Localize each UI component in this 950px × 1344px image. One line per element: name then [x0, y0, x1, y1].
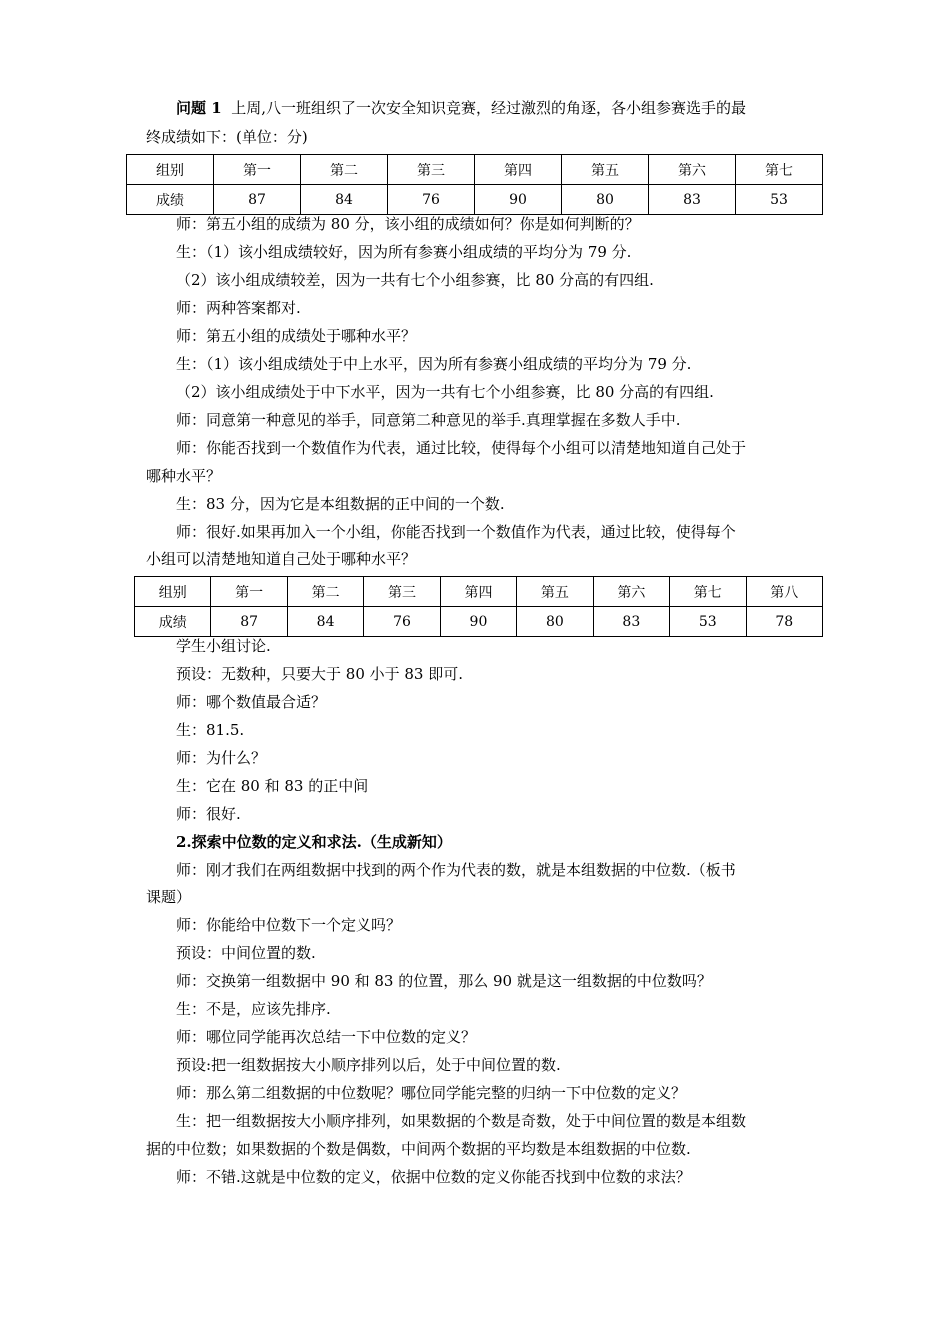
table-cell: 第六: [649, 155, 736, 185]
dialogue-line: 学生小组讨论.: [176, 637, 271, 655]
dialogue-line: 师：很好.如果再加入一个小组，你能否找到一个数值作为代表，通过比较，使得每个: [176, 523, 736, 541]
problem-1-intro-1: 上周,八一班组织了一次安全知识竞赛，经过激烈的角逐，各小组参赛选手的最: [231, 99, 746, 117]
dialogue-line: 师：很好.: [176, 805, 241, 823]
dialogue-line: 预设：中间位置的数.: [176, 944, 316, 962]
dialogue-line: 师：第五小组的成绩处于哪种水平？: [176, 327, 417, 345]
table-cell: 53: [736, 185, 823, 215]
table-cell: 第五: [517, 577, 593, 607]
table-cell: 第七: [670, 577, 746, 607]
dialogue-line: 生：（1）该小组成绩处于中上水平，因为所有参赛小组成绩的平均分为 79 分.: [176, 355, 692, 373]
dialogue-line: 预设：无数种，只要大于 80 小于 83 即可.: [176, 665, 464, 683]
dialogue-line: 生：不是，应该先排序.: [176, 1000, 331, 1018]
dialogue-line: 生：把一组数据按大小顺序排列，如果数据的个数是奇数，处于中间位置的数是本组数: [176, 1112, 747, 1130]
table-row: [127, 185, 823, 215]
table-cell: 第一: [211, 577, 287, 607]
problem-1-title: 问题 1: [176, 99, 222, 117]
table-cell: 第一: [214, 155, 301, 185]
table-cell: 87: [214, 185, 301, 215]
table-cell: 76: [388, 185, 475, 215]
dialogue-line: 预设:把一组数据按大小顺序排列以后，处于中间位置的数.: [176, 1056, 561, 1074]
dialogue-line: 生：81.5.: [176, 721, 245, 739]
dialogue-line: （2）该小组成绩较差，因为一共有七个小组参赛，比 80 分高的有四组.: [176, 271, 654, 289]
table-cell: 成绩: [127, 185, 214, 215]
table-cell: 84: [287, 607, 363, 637]
table-cell: 76: [364, 607, 440, 637]
table-cell: 第八: [746, 577, 823, 607]
table-cell: 87: [211, 607, 287, 637]
table-cell: 80: [562, 185, 649, 215]
table-row: [135, 607, 823, 637]
dialogue-line: 生：它在 80 和 83 的正中间: [176, 777, 369, 795]
section-heading: 2.探索中位数的定义和求法.（生成新知）: [176, 833, 452, 851]
table-cell: 78: [746, 607, 823, 637]
table-cell: 第三: [364, 577, 440, 607]
scores-table-seven-groups: [126, 154, 823, 215]
table-cell: 第六: [593, 577, 669, 607]
dialogue-line: 小组可以清楚地知道自己处于哪种水平？: [146, 550, 417, 568]
table-cell: 第四: [440, 577, 516, 607]
dialogue-line: 师：你能给中位数下一个定义吗？: [176, 916, 402, 934]
dialogue-line: 师：你能否找到一个数值作为代表，通过比较，使得每个小组可以清楚地知道自己处于: [176, 439, 747, 457]
table-cell: 第七: [736, 155, 823, 185]
table-cell: 成绩: [135, 607, 211, 637]
table-cell: 第三: [388, 155, 475, 185]
table-cell: 90: [475, 185, 562, 215]
table-cell: 组别: [135, 577, 211, 607]
dialogue-line: 师：交换第一组数据中 90 和 83 的位置，那么 90 就是这一组数据的中位数吗？: [176, 972, 712, 990]
table-cell: 53: [670, 607, 746, 637]
dialogue-line: 哪种水平？: [146, 467, 222, 485]
dialogue-line: 课题）: [146, 888, 192, 906]
problem-1-line-1: [176, 98, 746, 118]
dialogue-line: 生：83 分，因为它是本组数据的正中间的一个数.: [176, 495, 505, 513]
table-cell: 组别: [127, 155, 214, 185]
table-cell: 90: [440, 607, 516, 637]
table-header-row: [127, 155, 823, 185]
dialogue-line: 师：哪位同学能再次总结一下中位数的定义？: [176, 1028, 477, 1046]
dialogue-line: 师：同意第一种意见的举手，同意第二种意见的举手.真理掌握在多数人手中.: [176, 411, 681, 429]
dialogue-line: 生：（1）该小组成绩较好，因为所有参赛小组成绩的平均分为 79 分.: [176, 243, 632, 261]
dialogue-line: 师：那么第二组数据的中位数呢？哪位同学能完整的归纳一下中位数的定义？: [176, 1084, 687, 1102]
dialogue-line: 据的中位数；如果数据的个数是偶数，中间两个数据的平均数是本组数据的中位数.: [146, 1140, 691, 1158]
table-cell: 83: [593, 607, 669, 637]
table-cell: 第二: [301, 155, 388, 185]
dialogue-line: 师：哪个数值最合适？: [176, 693, 327, 711]
dialogue-line: 师：两种答案都对.: [176, 299, 301, 317]
dialogue-line: 师：刚才我们在两组数据中找到的两个作为代表的数，就是本组数据的中位数.（板书: [176, 861, 736, 879]
scores-table-eight-groups: [134, 576, 823, 637]
table-cell: 第五: [562, 155, 649, 185]
table-cell: 第四: [475, 155, 562, 185]
table-header-row: [135, 577, 823, 607]
dialogue-line: 师：不错.这就是中位数的定义，依据中位数的定义你能否找到中位数的求法？: [176, 1168, 691, 1186]
problem-1-intro-2: 终成绩如下：(单位：分): [146, 128, 308, 146]
table-cell: 83: [649, 185, 736, 215]
dialogue-line: （2）该小组成绩处于中下水平，因为一共有七个小组参赛，比 80 分高的有四组.: [176, 383, 714, 401]
table-cell: 第二: [287, 577, 363, 607]
dialogue-line: 师：第五小组的成绩为 80 分，该小组的成绩如何？你是如何判断的？: [176, 215, 640, 233]
dialogue-line: 师：为什么？: [176, 749, 267, 767]
table-cell: 80: [517, 607, 593, 637]
table-cell: 84: [301, 185, 388, 215]
